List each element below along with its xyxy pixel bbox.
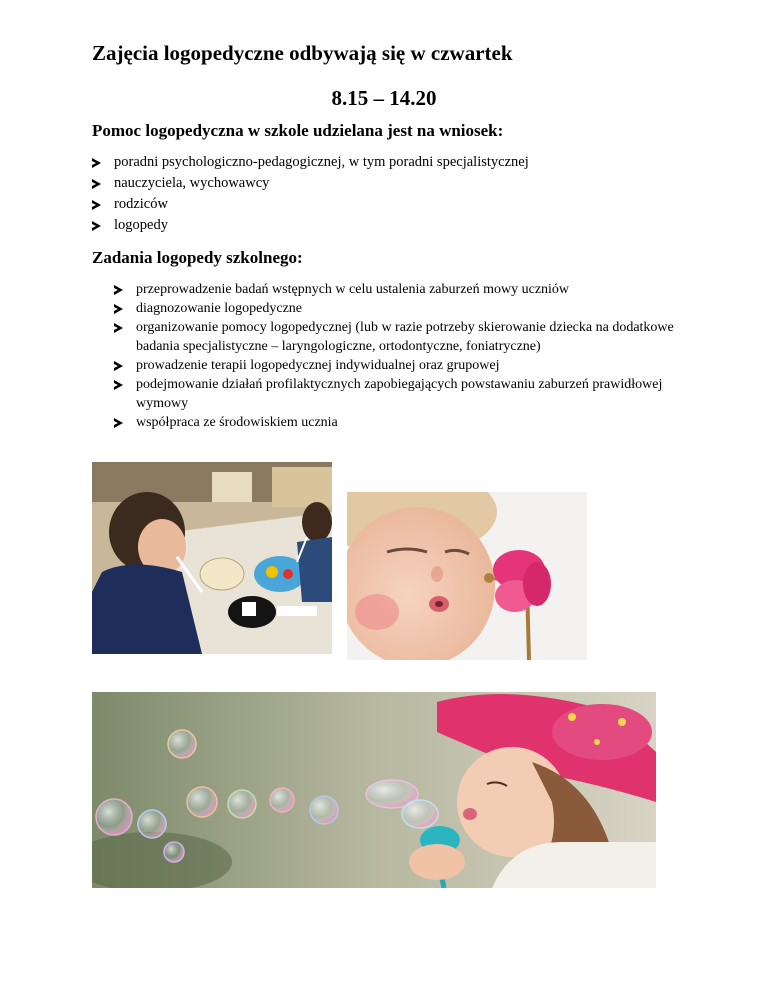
tasks-list (114, 280, 694, 432)
arrow-bullet-icon (92, 179, 101, 189)
arrow-bullet-icon (114, 323, 123, 333)
list-item: przeprowadzenie badań wstępnych w celu ustalenia zaburzeń mowy uczniów (114, 280, 694, 299)
request-list (92, 152, 712, 236)
list-item: podejmowanie działań profilaktycznych zapobiegających powstawaniu zaburzeń prawidłowej wymowy (114, 375, 694, 413)
schedule-time: 8.15 – 14.20 (331, 86, 437, 110)
list-item: współpraca ze środowiskiem ucznia (114, 413, 694, 432)
section-heading-tasks: Zadania logopedy szkolnego: (92, 248, 303, 267)
arrow-bullet-icon (114, 304, 123, 314)
list-item: prowadzenie terapii logopedycznej indywidualnej oraz grupowej (114, 356, 694, 375)
page-title: Zajęcia logopedyczne odbywają się w czwartek (92, 41, 513, 65)
arrow-bullet-icon (114, 285, 123, 295)
arrow-bullet-icon (114, 418, 123, 428)
photo-children-exercises (92, 462, 332, 654)
arrow-bullet-icon (92, 221, 101, 231)
arrow-bullet-icon (114, 380, 123, 390)
list-item: rodziców (92, 194, 712, 215)
photo-girl-bubbles (92, 692, 656, 888)
list-item: diagnozowanie logopedyczne (114, 299, 694, 318)
list-item: organizowanie pomocy logopedycznej (lub w razie potrzeby skierowanie dziecka na dodatkowe badania specjalistyczne – laryngologiczne, ortodontyczne, foniatryczne) (114, 318, 694, 356)
arrow-bullet-icon (92, 158, 101, 168)
list-item: nauczyciela, wychowawcy (92, 173, 712, 194)
arrow-bullet-icon (92, 200, 101, 210)
list-item: poradni psychologiczno-pedagogicznej, w tym poradni specjalistycznej (92, 152, 712, 173)
list-item: logopedy (92, 215, 712, 236)
arrow-bullet-icon (114, 361, 123, 371)
photo-girl-pinwheel (347, 492, 587, 660)
section-heading-request: Pomoc logopedyczna w szkole udzielana jest na wniosek: (92, 121, 504, 140)
